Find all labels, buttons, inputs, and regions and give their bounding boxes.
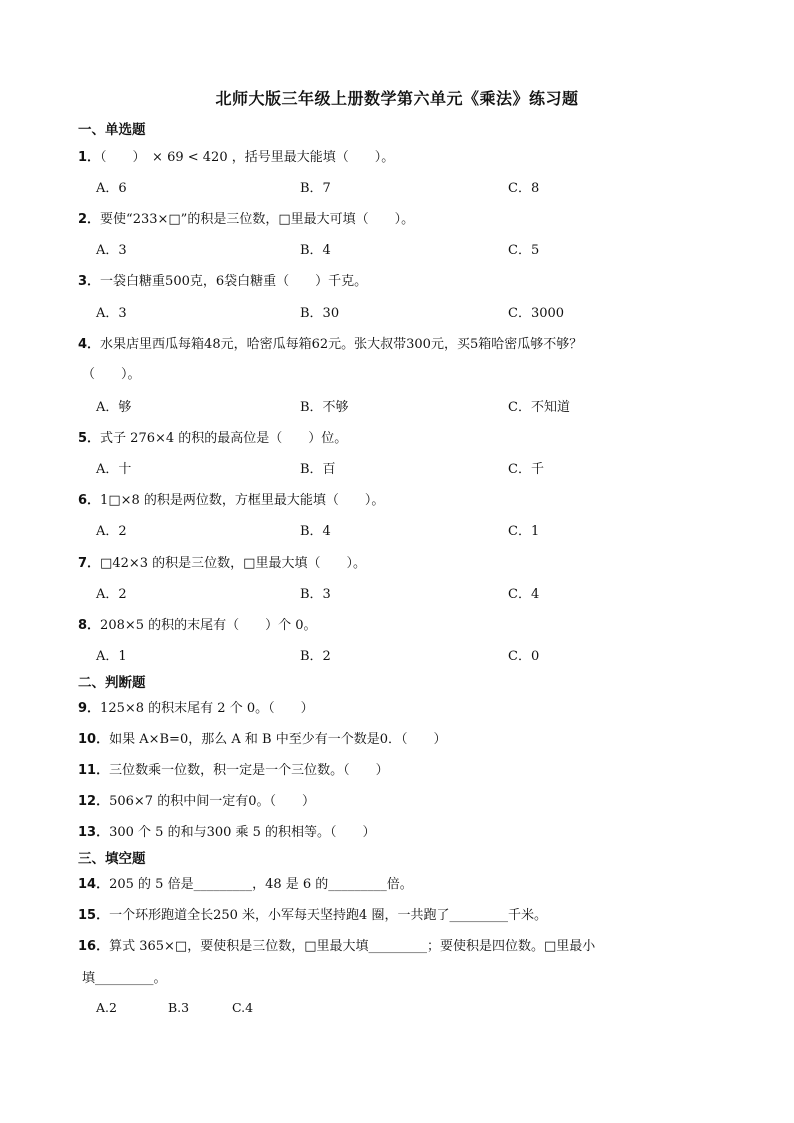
question-5 [78, 427, 347, 446]
question-4 [78, 333, 582, 352]
question-number: 16． [78, 939, 110, 954]
question-1-options [96, 177, 736, 197]
question-text: 三位数乘一位数，积一定是一个三位数。（ ） [109, 763, 389, 778]
question-16 [78, 935, 595, 954]
question-4-continued [82, 363, 141, 382]
question-2 [78, 208, 414, 227]
question-12 [78, 790, 315, 809]
option-c: C.4 [232, 1000, 254, 1015]
question-number: 9． [78, 701, 101, 716]
question-text: 300 个 5 的和与300 乘 5 的积相等。（ ） [109, 825, 376, 840]
option-b: B．4 [300, 243, 331, 258]
question-4-options [96, 396, 736, 416]
question-number: 11． [78, 763, 110, 778]
section-true-false: 二、判断题 [78, 675, 146, 691]
question-15 [78, 904, 547, 923]
question-number: 6． [78, 493, 101, 508]
question-text: 一袋白糖重500克，6袋白糖重（ ）千克。 [100, 274, 368, 289]
question-text: 如果 A×B=0，那么 A 和 B 中至少有一个数是0．（ ） [109, 732, 447, 747]
option-c: C．8 [508, 181, 540, 196]
option-c: C．3000 [508, 306, 565, 321]
question-text: 208×5 的积的末尾有（ ）个 0。 [100, 618, 317, 633]
option-a: A．2 [96, 587, 127, 602]
question-3 [78, 270, 367, 289]
question-number: 1． [78, 150, 101, 165]
option-b: B.3 [168, 1000, 190, 1015]
question-2-options [96, 239, 736, 259]
option-a: A．够 [96, 400, 132, 415]
question-6 [78, 489, 384, 508]
question-number: 5． [78, 431, 101, 446]
question-6-options [96, 520, 736, 540]
question-1 [78, 146, 394, 165]
option-a: A．1 [96, 649, 127, 664]
question-13 [78, 821, 376, 840]
section-single-choice: 一、单选题 [78, 122, 146, 138]
question-text: 205 的 5 倍是_________，48 是 6 的_________倍。 [109, 877, 413, 892]
option-a: A．6 [96, 181, 127, 196]
question-text: 1□×8 的积是两位数，方框里最大能填（ ）。 [100, 493, 385, 508]
question-3-options [96, 302, 736, 322]
question-text: 算式 365×□，要使积是三位数，□里最大填_________；要使积是四位数。□里最小 [109, 939, 596, 954]
question-number: 3． [78, 274, 101, 289]
question-number: 10． [78, 732, 110, 747]
question-text: 要使“233×□”的积是三位数，□里最大可填（ ）。 [100, 212, 415, 227]
option-b: B．不够 [300, 400, 349, 415]
question-text-continued: （ ）。 [82, 367, 141, 382]
section-fill-blank: 三、填空题 [78, 851, 146, 867]
option-c: C．0 [508, 649, 540, 664]
option-a: A．3 [96, 243, 127, 258]
question-9 [78, 697, 314, 716]
question-8-options [96, 645, 736, 665]
question-text-continued: 填_________。 [82, 971, 167, 986]
question-text: 一个环形跑道全长250 米，小军每天坚持跑4 圈，一共跑了_________千米。 [109, 908, 547, 923]
question-10 [78, 728, 446, 747]
question-text: 水果店里西瓜每箱48元，哈密瓜每箱62元。张大叔带300元，买5箱哈密瓜够不够？ [100, 337, 583, 352]
question-number: 8． [78, 618, 101, 633]
option-c: C．千 [508, 462, 544, 477]
question-number: 15． [78, 908, 110, 923]
page-title: 北师大版三年级上册数学第六单元《乘法》练习题 [215, 89, 579, 108]
question-16-continued [82, 967, 167, 986]
question-14 [78, 873, 413, 892]
option-a: A.2 [96, 1000, 117, 1015]
question-number: 12． [78, 794, 110, 809]
question-7 [78, 552, 366, 571]
question-number: 14． [78, 877, 110, 892]
option-b: B．百 [300, 462, 336, 477]
option-b: B．7 [300, 181, 331, 196]
option-c: C．不知道 [508, 400, 570, 415]
question-7-options [96, 583, 736, 603]
question-number: 7． [78, 556, 101, 571]
option-b: B．4 [300, 524, 331, 539]
option-a: A．3 [96, 306, 127, 321]
option-b: B．2 [300, 649, 331, 664]
question-number: 2． [78, 212, 101, 227]
option-b: B．30 [300, 306, 340, 321]
question-text: □42×3 的积是三位数，□里最大填（ ）。 [100, 556, 366, 571]
question-text: （ ） × 69 < 420 ，括号里最大能填（ ）。 [100, 150, 395, 165]
option-c: C．5 [508, 243, 540, 258]
question-number: 4． [78, 337, 101, 352]
question-11 [78, 759, 389, 778]
option-b: B．3 [300, 587, 331, 602]
option-c: C．1 [508, 524, 540, 539]
option-a: A．2 [96, 524, 127, 539]
question-5-options [96, 458, 736, 478]
question-8 [78, 614, 317, 633]
option-a: A．十 [96, 462, 132, 477]
question-text: 506×7 的积中间一定有0。（ ） [109, 794, 315, 809]
question-text: 125×8 的积末尾有 2 个 0。（ ） [100, 701, 314, 716]
question-text: 式子 276×4 的积的最高位是（ ）位。 [100, 431, 348, 446]
option-c: C．4 [508, 587, 540, 602]
question-16-options [96, 1000, 396, 1020]
question-number: 13． [78, 825, 110, 840]
